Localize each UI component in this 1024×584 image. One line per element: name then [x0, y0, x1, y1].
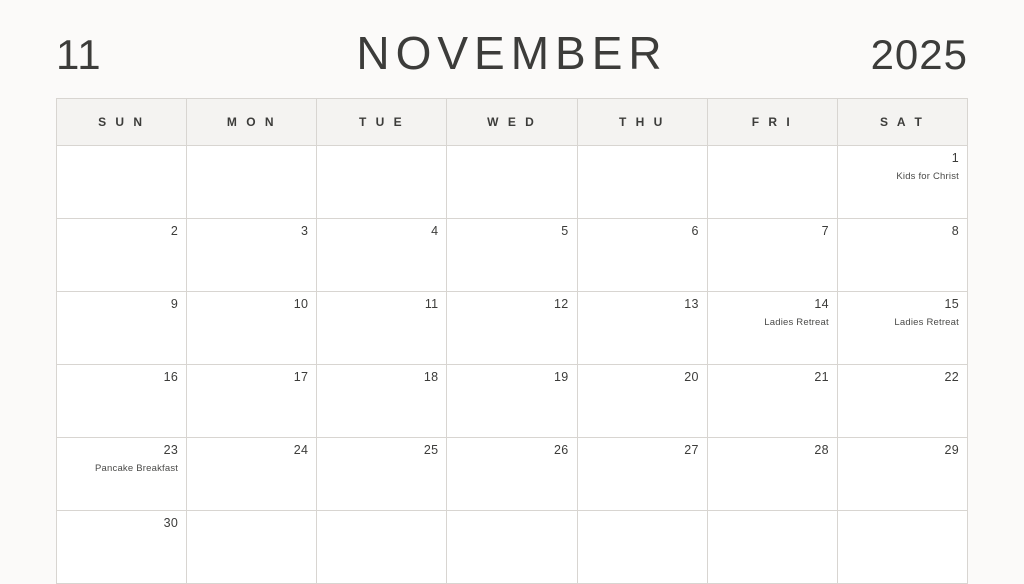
- day-number: 18: [423, 370, 439, 384]
- day-cell[interactable]: [577, 146, 707, 219]
- day-cell[interactable]: [707, 292, 837, 365]
- weekday-sat: S A T: [837, 99, 967, 146]
- day-number: 15: [944, 297, 959, 311]
- day-number: 28: [814, 443, 829, 457]
- day-cell[interactable]: [317, 146, 447, 219]
- day-cell[interactable]: [837, 365, 967, 438]
- day-event: Pancake Breakfast: [95, 462, 179, 474]
- day-number: 10: [293, 297, 309, 311]
- day-cell[interactable]: [317, 292, 447, 365]
- day-number: 11: [424, 297, 439, 311]
- day-number: 13: [684, 297, 699, 311]
- day-number: 6: [691, 224, 699, 238]
- day-number: 17: [293, 370, 309, 384]
- day-cell[interactable]: [447, 511, 577, 584]
- day-number: 9: [170, 297, 179, 311]
- day-event: Ladies Retreat: [764, 316, 829, 328]
- day-cell[interactable]: [187, 219, 317, 292]
- calendar-week-row: [57, 438, 968, 511]
- calendar-week-row: [57, 292, 968, 365]
- weekday-wed: W E D: [447, 99, 577, 146]
- day-number: 19: [554, 370, 569, 384]
- day-cell[interactable]: [707, 365, 837, 438]
- year-label: 2025: [870, 31, 968, 78]
- day-cell[interactable]: [187, 292, 317, 365]
- day-cell[interactable]: [317, 511, 447, 584]
- day-cell[interactable]: [707, 146, 837, 219]
- weekday-mon: M O N: [187, 99, 317, 146]
- day-cell[interactable]: [577, 292, 707, 365]
- day-number: 4: [431, 224, 439, 238]
- day-number: 20: [684, 370, 699, 384]
- day-number: 1: [951, 151, 959, 165]
- day-cell[interactable]: [317, 438, 447, 511]
- day-number: 26: [554, 443, 569, 457]
- weekday-tue: T U E: [317, 99, 447, 146]
- day-number: 22: [944, 370, 959, 384]
- day-cell[interactable]: [447, 146, 577, 219]
- day-cell[interactable]: [187, 511, 317, 584]
- day-number: 23: [163, 443, 179, 457]
- day-cell[interactable]: [577, 438, 707, 511]
- day-cell[interactable]: [577, 511, 707, 584]
- day-number: 12: [554, 297, 569, 311]
- day-cell[interactable]: [317, 219, 447, 292]
- day-number: 25: [423, 443, 439, 457]
- day-number: 16: [163, 370, 179, 384]
- day-cell[interactable]: [837, 219, 967, 292]
- weekday-thu: T H U: [577, 99, 707, 146]
- weekday-sun: S U N: [57, 99, 187, 146]
- day-cell[interactable]: [837, 292, 967, 365]
- weekday-header-row: [57, 99, 968, 146]
- calendar-header: [0, 0, 1024, 79]
- day-number: 7: [821, 224, 829, 238]
- day-cell[interactable]: [447, 292, 577, 365]
- day-cell[interactable]: [57, 292, 187, 365]
- day-event: Kids for Christ: [896, 170, 959, 182]
- day-number: 27: [684, 443, 699, 457]
- day-cell[interactable]: [707, 219, 837, 292]
- day-number: 8: [951, 224, 959, 238]
- day-event: Ladies Retreat: [894, 316, 959, 328]
- day-cell[interactable]: [837, 438, 967, 511]
- day-cell[interactable]: [837, 511, 967, 584]
- day-cell[interactable]: [57, 365, 187, 438]
- day-cell[interactable]: [187, 438, 317, 511]
- calendar-grid: [56, 98, 968, 584]
- day-cell[interactable]: [577, 219, 707, 292]
- month-number: 11: [56, 31, 102, 78]
- day-number: 14: [814, 297, 829, 311]
- month-name: NOVEMBER: [356, 27, 668, 79]
- day-cell[interactable]: [837, 146, 967, 219]
- calendar-week-row: [57, 219, 968, 292]
- day-number: 21: [814, 370, 829, 384]
- day-cell[interactable]: [317, 365, 447, 438]
- day-number: 3: [301, 224, 309, 238]
- day-number: 30: [163, 516, 179, 530]
- day-number: 2: [170, 224, 179, 238]
- day-number: 24: [293, 443, 309, 457]
- day-cell[interactable]: [187, 146, 317, 219]
- calendar-week-row: [57, 511, 968, 584]
- day-cell[interactable]: [707, 438, 837, 511]
- day-cell[interactable]: [447, 219, 577, 292]
- day-cell[interactable]: [57, 146, 187, 219]
- day-number: 29: [944, 443, 959, 457]
- weekday-fri: F R I: [707, 99, 837, 146]
- day-cell[interactable]: [447, 438, 577, 511]
- day-cell[interactable]: [707, 511, 837, 584]
- day-cell[interactable]: [447, 365, 577, 438]
- calendar-week-row: [57, 365, 968, 438]
- calendar-week-row: [57, 146, 968, 219]
- day-cell[interactable]: [187, 365, 317, 438]
- day-cell[interactable]: [57, 511, 187, 584]
- day-cell[interactable]: [57, 219, 187, 292]
- day-cell[interactable]: [577, 365, 707, 438]
- day-cell[interactable]: [57, 438, 187, 511]
- day-number: 5: [561, 224, 569, 238]
